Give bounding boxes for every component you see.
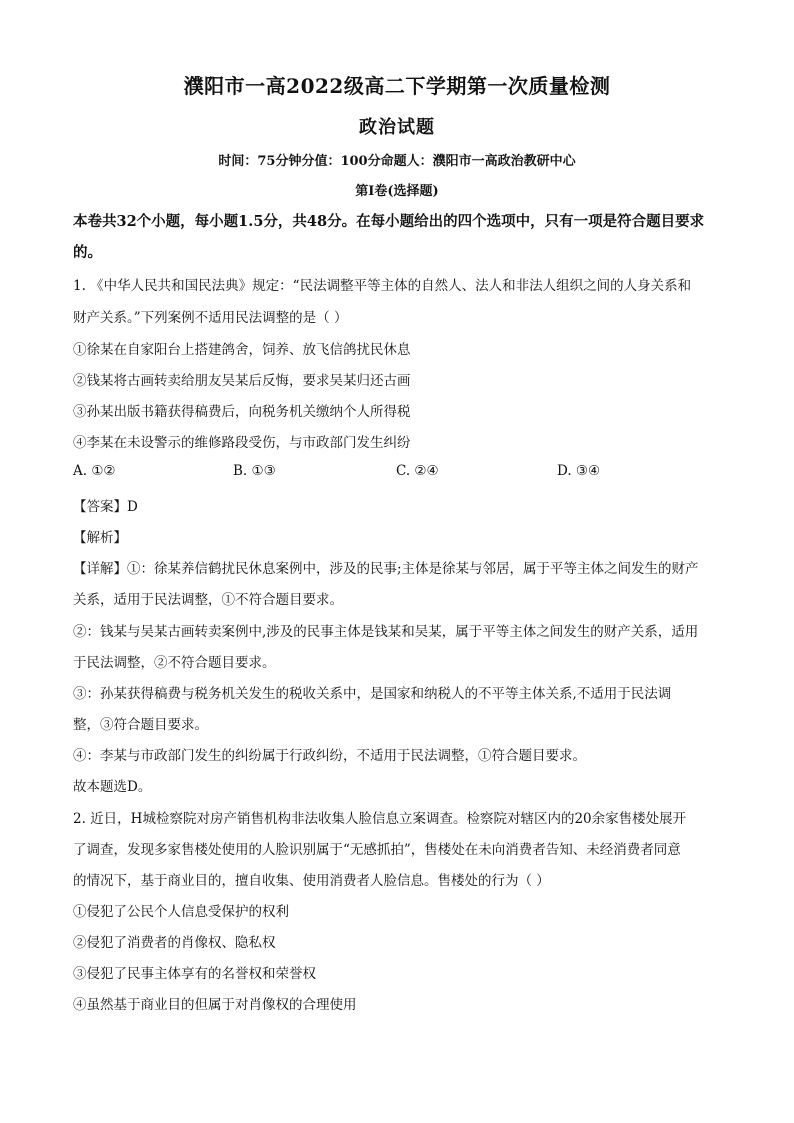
q1-item-4: ④李某在未设警示的维修路段受伤，与市政部门发生纠纷 xyxy=(73,435,411,451)
section-instructions: 本卷共32个小题，每小题1.5分，共48分。在每小题给出的四个选项中，只有一项是符合题目要求的。 xyxy=(73,213,705,261)
q1-detail-line-4: 于民法调整，②不符合题目要求。 xyxy=(73,655,276,671)
q1-stem-line-2: 财产关系。”下列案例不适用民法调整的是（ ） xyxy=(73,310,348,326)
q1-option-a: A. ①② xyxy=(73,463,116,479)
q1-option-d: D. ③④ xyxy=(557,463,601,479)
part-heading: 第Ⅰ卷(选择题) xyxy=(355,184,439,199)
q1-item-1: ①徐某在自家阳台上搭建鸽舍，饲养、放飞信鸽扰民休息 xyxy=(73,342,411,358)
q2-stem-line-1: 2. 近日，H城检察院对房产销售机构非法收集人脸信息立案调查。检察院对辖区内的20余家售楼处展开 xyxy=(73,811,687,827)
q1-detail-line-7: ④：李某与市政部门发生的纠纷属于行政纠纷，不适用于民法调整，①符合题目要求。 xyxy=(73,748,586,764)
q1-option-b: B. ①③ xyxy=(233,463,276,479)
q2-item-4: ④虽然基于商业目的但属于对肖像权的合理使用 xyxy=(73,997,357,1013)
q1-detail-line-6: 整，③符合题目要求。 xyxy=(73,717,208,733)
exam-meta: 时间：75分钟分值：100分命题人：濮阳市一高政治教研中心 xyxy=(218,154,576,169)
q1-detail-line-8: 故本题选D。 xyxy=(73,779,152,795)
q1-item-3: ③孙某出版书籍获得稿费后，向税务机关缴纳个人所得税 xyxy=(73,404,411,420)
q1-option-c: C. ②④ xyxy=(396,463,439,479)
q1-analysis-label: 【解析】 xyxy=(73,530,127,546)
q2-stem-line-3: 的情况下，基于商业目的，擅自收集、使用消费者人脸信息。售楼处的行为（ ） xyxy=(73,873,550,889)
exam-subtitle: 政治试题 xyxy=(359,117,435,138)
q1-item-2: ②钱某将古画转卖给朋友吴某后反悔，要求吴某归还古画 xyxy=(73,373,411,389)
q1-answer: 【答案】D xyxy=(73,499,138,515)
exam-title: 濮阳市一高2022级高二下学期第一次质量检测 xyxy=(183,74,611,98)
q1-detail-line-3: ②：钱某与吴某古画转卖案例中,涉及的民事主体是钱某和吴某，属于平等主体之间发生的财产关系，适用 xyxy=(73,624,699,640)
q2-item-3: ③侵犯了民事主体享有的名誉权和荣誉权 xyxy=(73,966,316,982)
q2-item-2: ②侵犯了消费者的肖像权、隐私权 xyxy=(73,935,276,951)
q1-detail-line-1: 【详解】①：徐某养信鹤扰民休息案例中，涉及的民事;主体是徐某与邻居，属于平等主体之间发生的财产 xyxy=(73,561,699,577)
q1-detail-line-5: ③：孙某获得稿费与税务机关发生的税收关系中，是国家和纳税人的不平等主体关系,不适用于民法调 xyxy=(73,686,672,702)
q2-item-1: ①侵犯了公民个人信息受保护的权利 xyxy=(73,904,289,920)
q1-detail-line-2: 关系，适用于民法调整，①不符合题目要求。 xyxy=(73,592,343,608)
q2-stem-line-2: 了调查，发现多家售楼处使用的人脸识别属于“无感抓拍”，售楼处在未向消费者告知、未经消费者同意 xyxy=(73,842,681,858)
q1-stem-line-1: 1. 《中华人民共和国民法典》规定：“民法调整平等主体的自然人、法人和非法人组织之间的人身关系和 xyxy=(73,278,692,294)
